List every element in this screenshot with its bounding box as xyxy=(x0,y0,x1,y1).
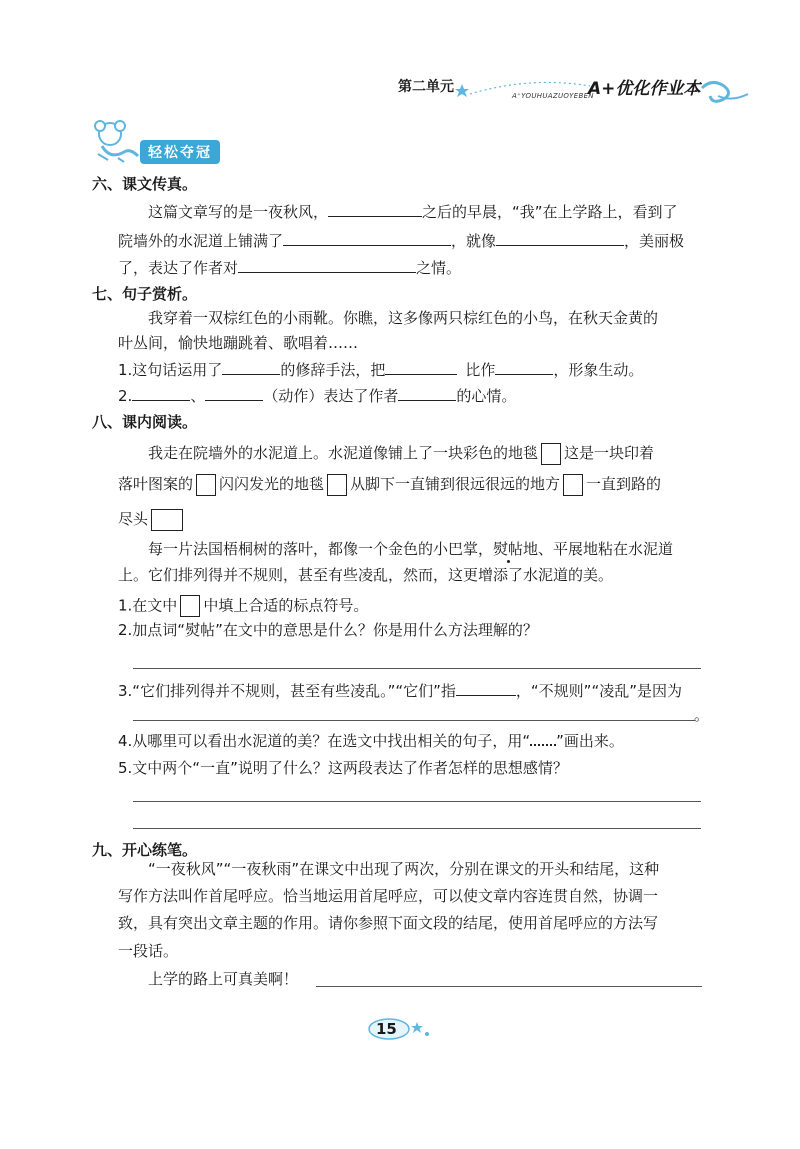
section-6-line-2: 院墙外的水泥道上铺满了 ，就像 ，美丽极 xyxy=(118,232,685,250)
section-6-title: 六、课文传真。 xyxy=(92,175,198,193)
answer-blank[interactable] xyxy=(132,386,190,401)
section-7-question-2: 2. 、 （动作）表达了作者 的心情。 xyxy=(118,387,517,405)
section-9-title: 九、开心练笔。 xyxy=(92,841,198,859)
section-7-question-1: 1.这句话运用了 的修辞手法，把 比作 ，形象生动。 xyxy=(118,361,644,379)
answer-line[interactable] xyxy=(316,986,702,987)
reading-line-4: 每一片法国梧桐树的落叶，都像一个金色的小巴掌，熨帖地、平展地粘在水泥道 xyxy=(148,540,674,558)
reading-question-5: 5.文中两个“一直”说明了什么？这两段表达了作者怎样的思想感情？ xyxy=(118,759,568,777)
answer-blank[interactable] xyxy=(283,231,451,246)
reading-question-4: 4.从哪里可以看出水泥道的美？在选文中找出相关的句子，用“ ”画出来。 xyxy=(118,732,624,750)
section-7-quote-1: 我穿着一双棕红色的小雨靴。你瞧，这多像两只棕红色的小鸟，在秋天金黄的 xyxy=(148,309,659,327)
answer-line[interactable] xyxy=(133,720,695,721)
section-badge: 轻松夺冠 xyxy=(140,140,220,164)
brand-title: A+优化作业本 xyxy=(588,79,701,99)
punctuation-box[interactable] xyxy=(151,509,183,531)
section-6-line-3: 了，表达了作者对 之情。 xyxy=(118,259,462,277)
answer-blank[interactable] xyxy=(496,231,624,246)
reading-line-2: 落叶图案的 闪闪发光的地毯 从脚下一直铺到很远很远的地方 一直到路的 xyxy=(118,474,661,496)
answer-blank[interactable] xyxy=(495,360,553,375)
wavy-underline-icon xyxy=(530,734,556,746)
reading-question-3: 3.“它们排列得并不规则，甚至有些凌乱。”“它们”指 ，“不规则”“凌乱”是因为 xyxy=(118,682,682,700)
section-7-title: 七、句子赏析。 xyxy=(92,285,198,303)
dotted-word: 熨帖 xyxy=(493,540,524,558)
brand-pinyin: A⁺YOUHUAZUOYEBEN xyxy=(512,92,594,100)
section-7-quote-2: 叶丛间，愉快地蹦跳着、歌唱着…… xyxy=(118,334,359,352)
reading-line-3: 尽头 xyxy=(118,509,186,531)
answer-blank[interactable] xyxy=(385,360,457,375)
page-number: 15 xyxy=(376,1020,397,1038)
answer-line[interactable] xyxy=(133,801,701,802)
answer-line[interactable] xyxy=(133,828,701,829)
unit-label: 第二单元 xyxy=(398,79,454,95)
answer-blank[interactable] xyxy=(456,681,516,696)
reading-question-1: 1.在文中 中填上合适的标点符号。 xyxy=(118,595,368,617)
section-8-title: 八、课内阅读。 xyxy=(92,413,198,431)
answer-blank[interactable] xyxy=(205,386,263,401)
answer-blank[interactable] xyxy=(222,360,280,375)
answer-blank[interactable] xyxy=(238,258,416,273)
answer-line[interactable] xyxy=(133,668,701,669)
reading-line-1: 我走在院墙外的水泥道上。水泥道像铺上了一块彩色的地毯 这是一块印着 xyxy=(148,443,654,465)
reading-question-2: 2.加点词“熨帖”在文中的意思是什么？你是用什么方法理解的？ xyxy=(118,621,538,639)
answer-blank[interactable] xyxy=(398,386,456,401)
reading-line-5: 上。它们排列得并不规则，甚至有些凌乱，然而，这更增添了水泥道的美。 xyxy=(118,566,614,584)
line-end-period: 。 xyxy=(694,706,710,724)
punctuation-box[interactable] xyxy=(541,443,561,465)
punctuation-box[interactable] xyxy=(327,474,347,496)
answer-blank[interactable] xyxy=(328,202,422,217)
section-9-line-4: 一段话。 xyxy=(118,942,179,960)
punctuation-box[interactable] xyxy=(563,474,583,496)
section-9-line-5: 上学的路上可真美啊！ xyxy=(148,970,299,988)
section-9-line-2: 写作方法叫作首尾呼应。恰当地运用首尾呼应，可以使文章内容连贯自然，协调一 xyxy=(118,887,659,905)
section-9-line-1: “一夜秋风”“一夜秋雨”在课文中出现了两次，分别在课文的开头和结尾，这种 xyxy=(148,860,660,878)
section-9-line-3: 致，具有突出文章主题的作用。请你参照下面文段的结尾，使用首尾呼应的方法写 xyxy=(118,914,659,932)
punctuation-box[interactable] xyxy=(196,474,216,496)
section-6-line-1: 这篇文章写的是一夜秋风， 之后的早晨，“我”在上学路上，看到了 xyxy=(148,203,678,221)
box-sample xyxy=(180,595,200,617)
